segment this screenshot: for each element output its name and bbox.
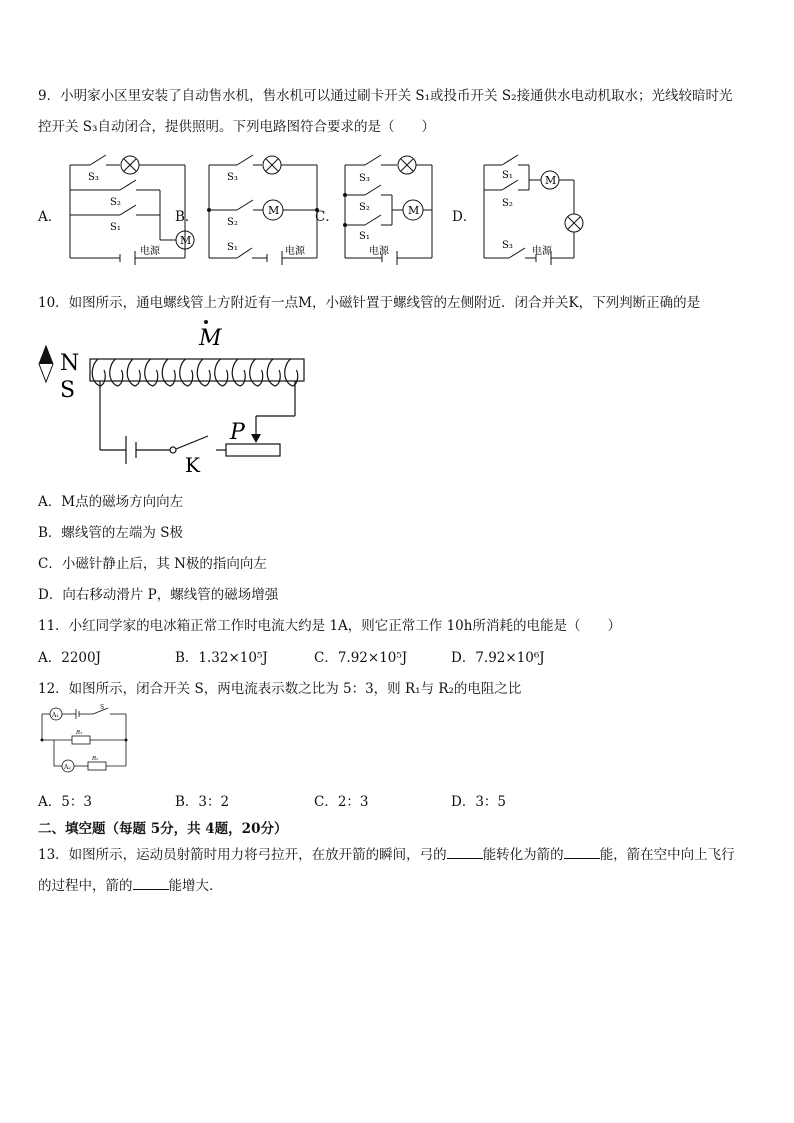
label-m: M — [199, 326, 222, 351]
q13-blank-2[interactable] — [564, 846, 600, 859]
coil-loop — [127, 359, 140, 386]
label-s3-c: S₃ — [359, 173, 370, 184]
q13-line2-part-b: 能增大． — [168, 878, 223, 894]
option-label-c: C． — [315, 209, 339, 225]
point-m-dot — [204, 320, 208, 324]
label-s2-c: S₂ — [359, 202, 370, 213]
compass-north-half — [39, 346, 53, 364]
q13-line1-part-c: 能，箭在空中向上飞行 — [599, 847, 735, 863]
coil-loop — [180, 359, 193, 386]
label-power-d: 电源 — [532, 246, 552, 257]
q12-option-a: A．5：3 — [38, 794, 92, 810]
option-label-a: A． — [38, 209, 62, 225]
label-a1: A₁ — [52, 712, 59, 719]
q13-blank-1[interactable] — [447, 846, 483, 859]
q13-line2-part-a: 的过程中，箭的 — [38, 878, 133, 894]
label-power-a: 电源 — [140, 246, 160, 257]
q11-option-d: D．7.92×10⁶J — [451, 650, 545, 666]
coil-loop — [145, 359, 158, 386]
q12-option-b: B．3：2 — [175, 794, 230, 810]
q11-option-c: C．7.92×10⁵J — [314, 650, 408, 666]
q13-line1 — [38, 843, 735, 863]
label-s3-d: S₃ — [502, 240, 513, 251]
option-label-b: B． — [175, 209, 199, 225]
label-s3-a: S₃ — [88, 172, 99, 183]
q13-line2 — [38, 874, 223, 894]
q11-option-b: B．1.32×10⁵J — [175, 650, 268, 666]
option-label-d: D． — [452, 209, 477, 225]
label-s1-a: S₁ — [110, 222, 121, 233]
label-s2-d: S₂ — [502, 198, 513, 209]
solenoid-coil — [92, 359, 297, 386]
q10-text: 10．如图所示，通电螺线管上方附近有一点M，小磁针置于螺线管的左侧附近．闭合并关K，下列判断正确的是 — [38, 295, 701, 311]
label-motor-d: M — [545, 174, 557, 187]
q13-line1-part-b: 能转化为箭的 — [482, 847, 564, 863]
label-s3-b: S₃ — [227, 172, 238, 183]
coil-loop — [197, 359, 210, 386]
coil-loop — [110, 359, 123, 386]
q9-text-line1: 9．小明家小区里安装了自动售水机，售水机可以通过刷卡开关 S₁或投币开关 S₂接通供水电动机取水；光线较暗时光 — [38, 88, 733, 104]
label-r2: R₂ — [92, 756, 99, 762]
label-motor-c: M — [408, 204, 420, 217]
q13-blank-3[interactable] — [133, 877, 169, 890]
label-s1-b: S₁ — [227, 242, 238, 253]
label-s1-d: S₁ — [502, 170, 513, 181]
q11-text: 11．小红同学家的电冰箱正常工作时电流大约是 1A，则它正常工作 10h所消耗的电能是（ ） — [38, 618, 621, 634]
label-s-switch: S — [100, 704, 105, 711]
q12-text: 12．如图所示，闭合开关 S，两电流表示数之比为 5：3，则 R₁与 R₂的电阻之比 — [38, 681, 522, 697]
label-motor-a: M — [180, 234, 192, 247]
circuit-d — [474, 150, 614, 270]
q10-option-a: A．M点的磁场方向向左 — [38, 494, 184, 510]
label-s2-b: S₂ — [227, 217, 238, 228]
q10-option-d: D．向右移动滑片 P，螺线管的磁场增强 — [38, 587, 279, 603]
coil-loop — [92, 359, 105, 386]
label-motor-b: M — [268, 204, 280, 217]
coil-loop — [162, 359, 175, 386]
label-s2-a: S₂ — [110, 197, 121, 208]
label-k: K — [185, 453, 200, 477]
q11-option-a: A．2200J — [38, 650, 102, 666]
coil-loop — [285, 359, 298, 386]
label-p: P — [230, 420, 245, 445]
label-s: S — [60, 378, 76, 403]
label-n: N — [60, 351, 80, 376]
q9-text-line2: 控开关 S₃自动闭合，提供照明。下列电路图符合要求的是（ ） — [38, 119, 435, 135]
label-a2: A₂ — [64, 764, 71, 771]
label-r1: R₁ — [76, 730, 83, 736]
label-power-b: 电源 — [285, 246, 305, 257]
section-2-heading: 二、填空题（每题 5分，共 4题，20分） — [38, 821, 288, 837]
coil-loop — [250, 359, 263, 386]
q13-line1-part-a: 13．如图所示，运动员射箭时用力将弓拉开，在放开箭的瞬间，弓的 — [38, 847, 447, 863]
q10-option-b: B．螺线管的左端为 S极 — [38, 525, 183, 541]
coil-loop — [215, 359, 228, 386]
q10-solenoid-figure — [30, 318, 330, 478]
q12-option-d: D．3：5 — [451, 794, 507, 810]
label-s1-c: S₁ — [359, 231, 370, 242]
coil-loop — [267, 359, 280, 386]
label-power-c: 电源 — [369, 246, 389, 257]
q12-option-c: C．2：3 — [314, 794, 369, 810]
coil-loop — [232, 359, 245, 386]
q10-option-c: C．小磁针静止后，其 N极的指向向左 — [38, 556, 267, 572]
q12-circuit-figure — [38, 704, 133, 779]
